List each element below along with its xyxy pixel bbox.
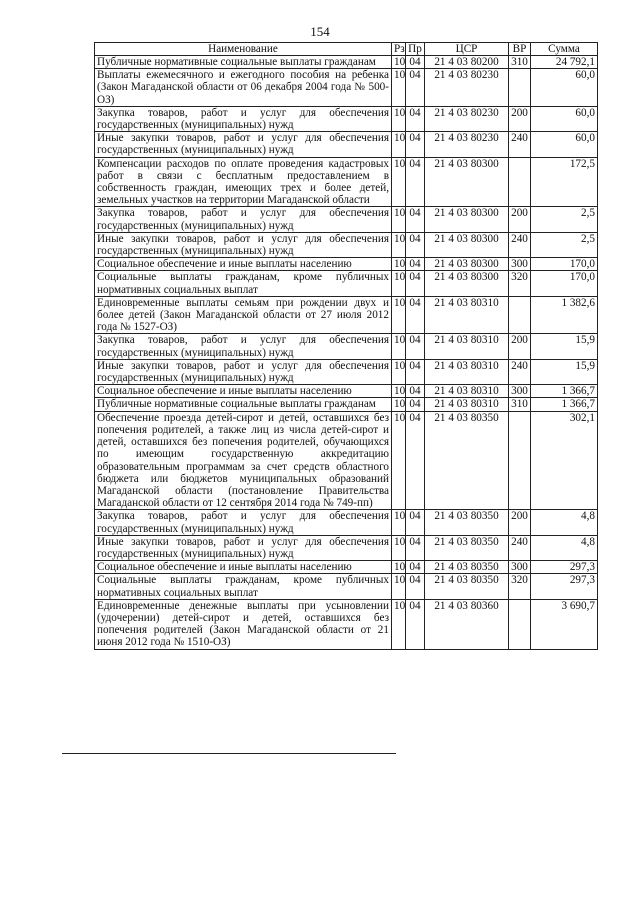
cell-sum: 60,0 [531, 106, 598, 131]
cell-sum: 4,8 [531, 510, 598, 535]
header-name: Наименование [95, 43, 392, 56]
cell-vr: 300 [509, 385, 531, 398]
cell-name: Единовременные денежные выплаты при усыновлении (удочерении) детей-сирот и детей, оставшихся без попечения родителей (Закон Магаданской области от 21 июня 2012 года № 1510-ОЗ) [95, 599, 392, 649]
cell-pr: 04 [406, 69, 425, 107]
cell-csr: 21 4 03 80350 [425, 535, 509, 560]
cell-rz: 10 [392, 535, 406, 560]
cell-sum: 172,5 [531, 157, 598, 207]
cell-csr: 21 4 03 80310 [425, 296, 509, 334]
cell-vr [509, 69, 531, 107]
cell-name: Компенсации расходов по оплате проведения кадастровых работ в связи с бесплатным предоставлением в собственность граждан, имеющих трех и более детей, земельных участков на территории Магаданской области [95, 157, 392, 207]
cell-vr [509, 411, 531, 510]
cell-pr: 04 [406, 510, 425, 535]
table-row [95, 69, 598, 107]
cell-pr: 04 [406, 258, 425, 271]
cell-pr: 04 [406, 411, 425, 510]
cell-name: Иные закупки товаров, работ и услуг для обеспечения государственных (муниципальных) нужд [95, 132, 392, 157]
cell-vr: 320 [509, 574, 531, 599]
cell-vr: 310 [509, 56, 531, 69]
cell-name: Публичные нормативные социальные выплаты гражданам [95, 398, 392, 411]
cell-pr: 04 [406, 398, 425, 411]
cell-csr: 21 4 03 80310 [425, 398, 509, 411]
table-row [95, 258, 598, 271]
header-sum: Сумма [531, 43, 598, 56]
table-row [95, 296, 598, 334]
cell-sum: 1 366,7 [531, 398, 598, 411]
cell-vr [509, 296, 531, 334]
cell-csr: 21 4 03 80310 [425, 334, 509, 359]
cell-rz: 10 [392, 411, 406, 510]
table-row [95, 574, 598, 599]
cell-rz: 10 [392, 232, 406, 257]
header-rz: Рз [392, 43, 406, 56]
table-row [95, 207, 598, 232]
cell-pr: 04 [406, 232, 425, 257]
cell-sum: 24 792,1 [531, 56, 598, 69]
table-row [95, 510, 598, 535]
cell-vr: 240 [509, 232, 531, 257]
cell-vr: 240 [509, 132, 531, 157]
cell-name: Социальное обеспечение и иные выплаты населению [95, 258, 392, 271]
cell-sum: 15,9 [531, 334, 598, 359]
budget-table [94, 42, 598, 650]
cell-csr: 21 4 03 80300 [425, 207, 509, 232]
cell-rz: 10 [392, 69, 406, 107]
cell-name: Социальное обеспечение и иные выплаты населению [95, 385, 392, 398]
cell-csr: 21 4 03 80350 [425, 510, 509, 535]
header-pr: Пр [406, 43, 425, 56]
cell-csr: 21 4 03 80300 [425, 232, 509, 257]
cell-vr: 240 [509, 535, 531, 560]
cell-csr: 21 4 03 80300 [425, 258, 509, 271]
cell-vr: 200 [509, 334, 531, 359]
cell-vr: 240 [509, 359, 531, 384]
cell-pr: 04 [406, 271, 425, 296]
table-row [95, 599, 598, 649]
cell-pr: 04 [406, 296, 425, 334]
cell-rz: 10 [392, 56, 406, 69]
table-row [95, 106, 598, 131]
cell-csr: 21 4 03 80200 [425, 56, 509, 69]
cell-sum: 60,0 [531, 69, 598, 107]
table-row [95, 385, 598, 398]
cell-vr [509, 157, 531, 207]
cell-sum: 297,3 [531, 561, 598, 574]
cell-csr: 21 4 03 80230 [425, 132, 509, 157]
cell-name: Социальное обеспечение и иные выплаты населению [95, 561, 392, 574]
cell-csr: 21 4 03 80350 [425, 411, 509, 510]
cell-name: Публичные нормативные социальные выплаты гражданам [95, 56, 392, 69]
cell-name: Выплаты ежемесячного и ежегодного пособия на ребенка (Закон Магаданской области от 06 декабря 2004 года № 500-ОЗ) [95, 69, 392, 107]
cell-vr: 320 [509, 271, 531, 296]
page-number: 154 [310, 24, 330, 39]
cell-csr: 21 4 03 80350 [425, 561, 509, 574]
cell-name: Закупка товаров, работ и услуг для обеспечения государственных (муниципальных) нужд [95, 334, 392, 359]
table-row [95, 359, 598, 384]
cell-pr: 04 [406, 132, 425, 157]
cell-sum: 170,0 [531, 258, 598, 271]
cell-pr: 04 [406, 574, 425, 599]
table-row [95, 132, 598, 157]
table-row [95, 56, 598, 69]
cell-pr: 04 [406, 207, 425, 232]
cell-name: Закупка товаров, работ и услуг для обеспечения государственных (муниципальных) нужд [95, 106, 392, 131]
cell-name: Социальные выплаты гражданам, кроме публичных нормативных социальных выплат [95, 271, 392, 296]
cell-csr: 21 4 03 80350 [425, 574, 509, 599]
cell-rz: 10 [392, 207, 406, 232]
cell-vr: 310 [509, 398, 531, 411]
table-row [95, 334, 598, 359]
cell-csr: 21 4 03 80300 [425, 271, 509, 296]
header-csr: ЦСР [425, 43, 509, 56]
cell-rz: 10 [392, 157, 406, 207]
cell-vr: 200 [509, 106, 531, 131]
cell-vr: 300 [509, 258, 531, 271]
cell-vr: 200 [509, 510, 531, 535]
cell-name: Иные закупки товаров, работ и услуг для обеспечения государственных (муниципальных) нужд [95, 232, 392, 257]
cell-sum: 1 366,7 [531, 385, 598, 398]
cell-rz: 10 [392, 574, 406, 599]
cell-sum: 170,0 [531, 271, 598, 296]
cell-rz: 10 [392, 334, 406, 359]
cell-sum: 2,5 [531, 207, 598, 232]
cell-rz: 10 [392, 510, 406, 535]
table-row [95, 157, 598, 207]
table-row [95, 398, 598, 411]
cell-rz: 10 [392, 561, 406, 574]
cell-rz: 10 [392, 132, 406, 157]
cell-csr: 21 4 03 80300 [425, 157, 509, 207]
table-row [95, 271, 598, 296]
cell-rz: 10 [392, 385, 406, 398]
cell-name: Закупка товаров, работ и услуг для обеспечения государственных (муниципальных) нужд [95, 510, 392, 535]
cell-pr: 04 [406, 535, 425, 560]
table-row [95, 535, 598, 560]
cell-name: Единовременные выплаты семьям при рождении двух и более детей (Закон Магаданской области от 27 июля 2012 года № 1527-ОЗ) [95, 296, 392, 334]
cell-pr: 04 [406, 561, 425, 574]
cell-pr: 04 [406, 359, 425, 384]
table-body [95, 56, 598, 650]
cell-pr: 04 [406, 106, 425, 131]
cell-sum: 15,9 [531, 359, 598, 384]
cell-sum: 1 382,6 [531, 296, 598, 334]
cell-vr: 200 [509, 207, 531, 232]
cell-name: Иные закупки товаров, работ и услуг для обеспечения государственных (муниципальных) нужд [95, 535, 392, 560]
cell-sum: 4,8 [531, 535, 598, 560]
cell-sum: 60,0 [531, 132, 598, 157]
cell-csr: 21 4 03 80310 [425, 385, 509, 398]
cell-vr [509, 599, 531, 649]
bottom-rule [62, 753, 396, 754]
cell-name: Закупка товаров, работ и услуг для обеспечения государственных (муниципальных) нужд [95, 207, 392, 232]
cell-pr: 04 [406, 56, 425, 69]
header-vr: ВР [509, 43, 531, 56]
cell-rz: 10 [392, 599, 406, 649]
cell-name: Обеспечение проезда детей-сирот и детей, оставшихся без попечения родителей, а также лиц из числа детей-сирот и детей, оставшихся без попечения родителей, обучающихся по имеющим государственную аккредитацию образовательным программам за счет средств областного бюджета или бюджетов муниципальных образований Магаданской области (постановление Правительства Магаданской области от 12 сентября 2014 года № 749-пп) [95, 411, 392, 510]
cell-sum: 302,1 [531, 411, 598, 510]
table-row [95, 232, 598, 257]
cell-csr: 21 4 03 80360 [425, 599, 509, 649]
cell-rz: 10 [392, 258, 406, 271]
table-header-row [95, 43, 598, 56]
cell-pr: 04 [406, 599, 425, 649]
cell-vr: 300 [509, 561, 531, 574]
cell-sum: 2,5 [531, 232, 598, 257]
cell-csr: 21 4 03 80230 [425, 69, 509, 107]
cell-rz: 10 [392, 296, 406, 334]
cell-sum: 297,3 [531, 574, 598, 599]
table-row [95, 561, 598, 574]
cell-rz: 10 [392, 398, 406, 411]
cell-csr: 21 4 03 80310 [425, 359, 509, 384]
cell-rz: 10 [392, 106, 406, 131]
cell-rz: 10 [392, 271, 406, 296]
cell-pr: 04 [406, 334, 425, 359]
table-row [95, 411, 598, 510]
cell-name: Социальные выплаты гражданам, кроме публичных нормативных социальных выплат [95, 574, 392, 599]
cell-name: Иные закупки товаров, работ и услуг для обеспечения государственных (муниципальных) нужд [95, 359, 392, 384]
cell-sum: 3 690,7 [531, 599, 598, 649]
cell-pr: 04 [406, 157, 425, 207]
cell-pr: 04 [406, 385, 425, 398]
cell-csr: 21 4 03 80230 [425, 106, 509, 131]
cell-rz: 10 [392, 359, 406, 384]
